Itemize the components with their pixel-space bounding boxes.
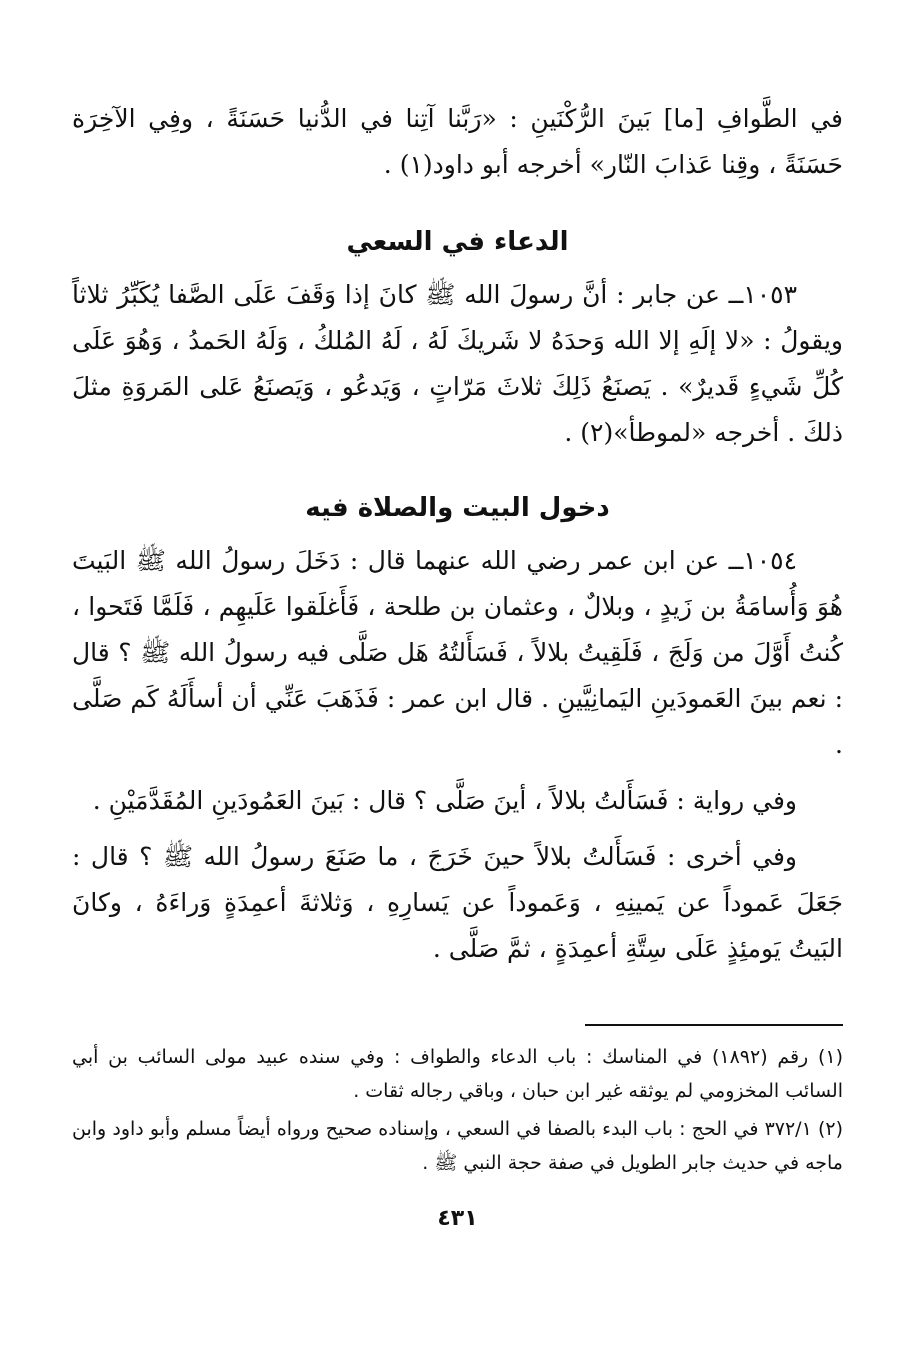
page-number: ٤٣١ <box>437 1206 478 1231</box>
ukhra-paragraph: وفي أخرى : فَسَأَلتُ بلالاً حينَ خَرَجَ ، ما صَنَعَ رسولُ الله ﷺ ؟ قال : جَعَلَ عَموداً عن يَمينِهِ ، وَعَموداً عن يَسارِهِ ، وَثلاثةَ أعمِدَةٍ وَراءَهُ ، وكانَ البَيتُ يَومئِذٍ عَلَى سِتَّةِ أعمِدَةٍ ، ثمَّ صَلَّى . <box>72 842 843 963</box>
footnotes <box>72 1040 843 1180</box>
section-heading-kaaba: دخول البيت والصلاة فيه <box>305 493 610 523</box>
riwaya-paragraph: وفي رواية : فَسَأَلتُ بلالاً ، أينَ صَلَّى ؟ قال : بَينَ العَمُودَينِ المُقَدَّمَيْنِ . <box>92 786 797 815</box>
footnote-divider <box>585 1024 843 1026</box>
intro-paragraph: في الطَّوافِ [ما] بَينَ الرُّكْنَينِ : «رَبَّنا آتِنا في الدُّنيا حَسَنَةً ، وفِي الآخِرَة حَسَنَةً ، وقِنا عَذابَ النّار» أخرجه أبو داود(١) . <box>72 104 843 179</box>
hadith-1053: ١٠٥٣ــ عن جابر : أنَّ رسولَ الله ﷺ كانَ إذا وَقَفَ عَلَى الصَّفا يُكَبِّرُ ثلاثاً ويقولُ : «لا إلَهِ إلا الله وَحدَهُ لا شَريكَ لَهُ ، لَهُ المُلكُ ، وَلَهُ الحَمدُ ، وَهُوَ عَلَى كُلِّ شَيءٍ قَديرٌ» . يَصنَعُ ذَلِكَ ثلاثَ مَرّاتٍ ، وَيَدعُو ، وَيَصنَعُ عَلى المَروَةِ مثلَ ذلكَ . أخرجه «لموطأ»(٢) . <box>72 280 843 447</box>
hadith-1054: ١٠٥٤ــ عن ابن عمر رضي الله عنهما قال : دَخَلَ رسولُ الله ﷺ البَيتَ هُوَ وَأُسامَةُ بن زَيدٍ ، وبلالٌ ، وعثمان بن طلحة ، فَأَغلَقوا عَلَيهِم ، فَلَمَّا فَتَحوا ، كُنتُ أَوَّلَ من وَلَجَ ، فَلَقِيتُ بلالاً ، فَسَأَلتُهُ هَل صَلَّى فيه رسولُ الله ﷺ ؟ قال : نعم بينَ العَمودَينِ اليَمانِيَّينِ . قال ابن عمر : فَذَهَبَ عَنِّي أن أسأَلَهُ كَم صَلَّى . <box>72 546 843 759</box>
footnote-2: (٢) ٣٧٢/١ في الحج : باب البدء بالصفا في السعي ، وإسناده صحيح ورواه أيضاً مسلم وأبو داود وابن ماجه في حديث جابر الطويل في صفة حجة النبي ﷺ . <box>72 1118 844 1174</box>
section-heading-sai: الدعاء في السعي <box>346 227 569 257</box>
page-body <box>72 96 843 972</box>
footnote-1: (١) رقم (١٨٩٢) في المناسك : باب الدعاء والطواف : وفي سنده عبيد مولى السائب بن أبي السائب المخزومي لم يوثقه غير ابن حبان ، وباقي رجاله ثقات . <box>72 1046 843 1102</box>
